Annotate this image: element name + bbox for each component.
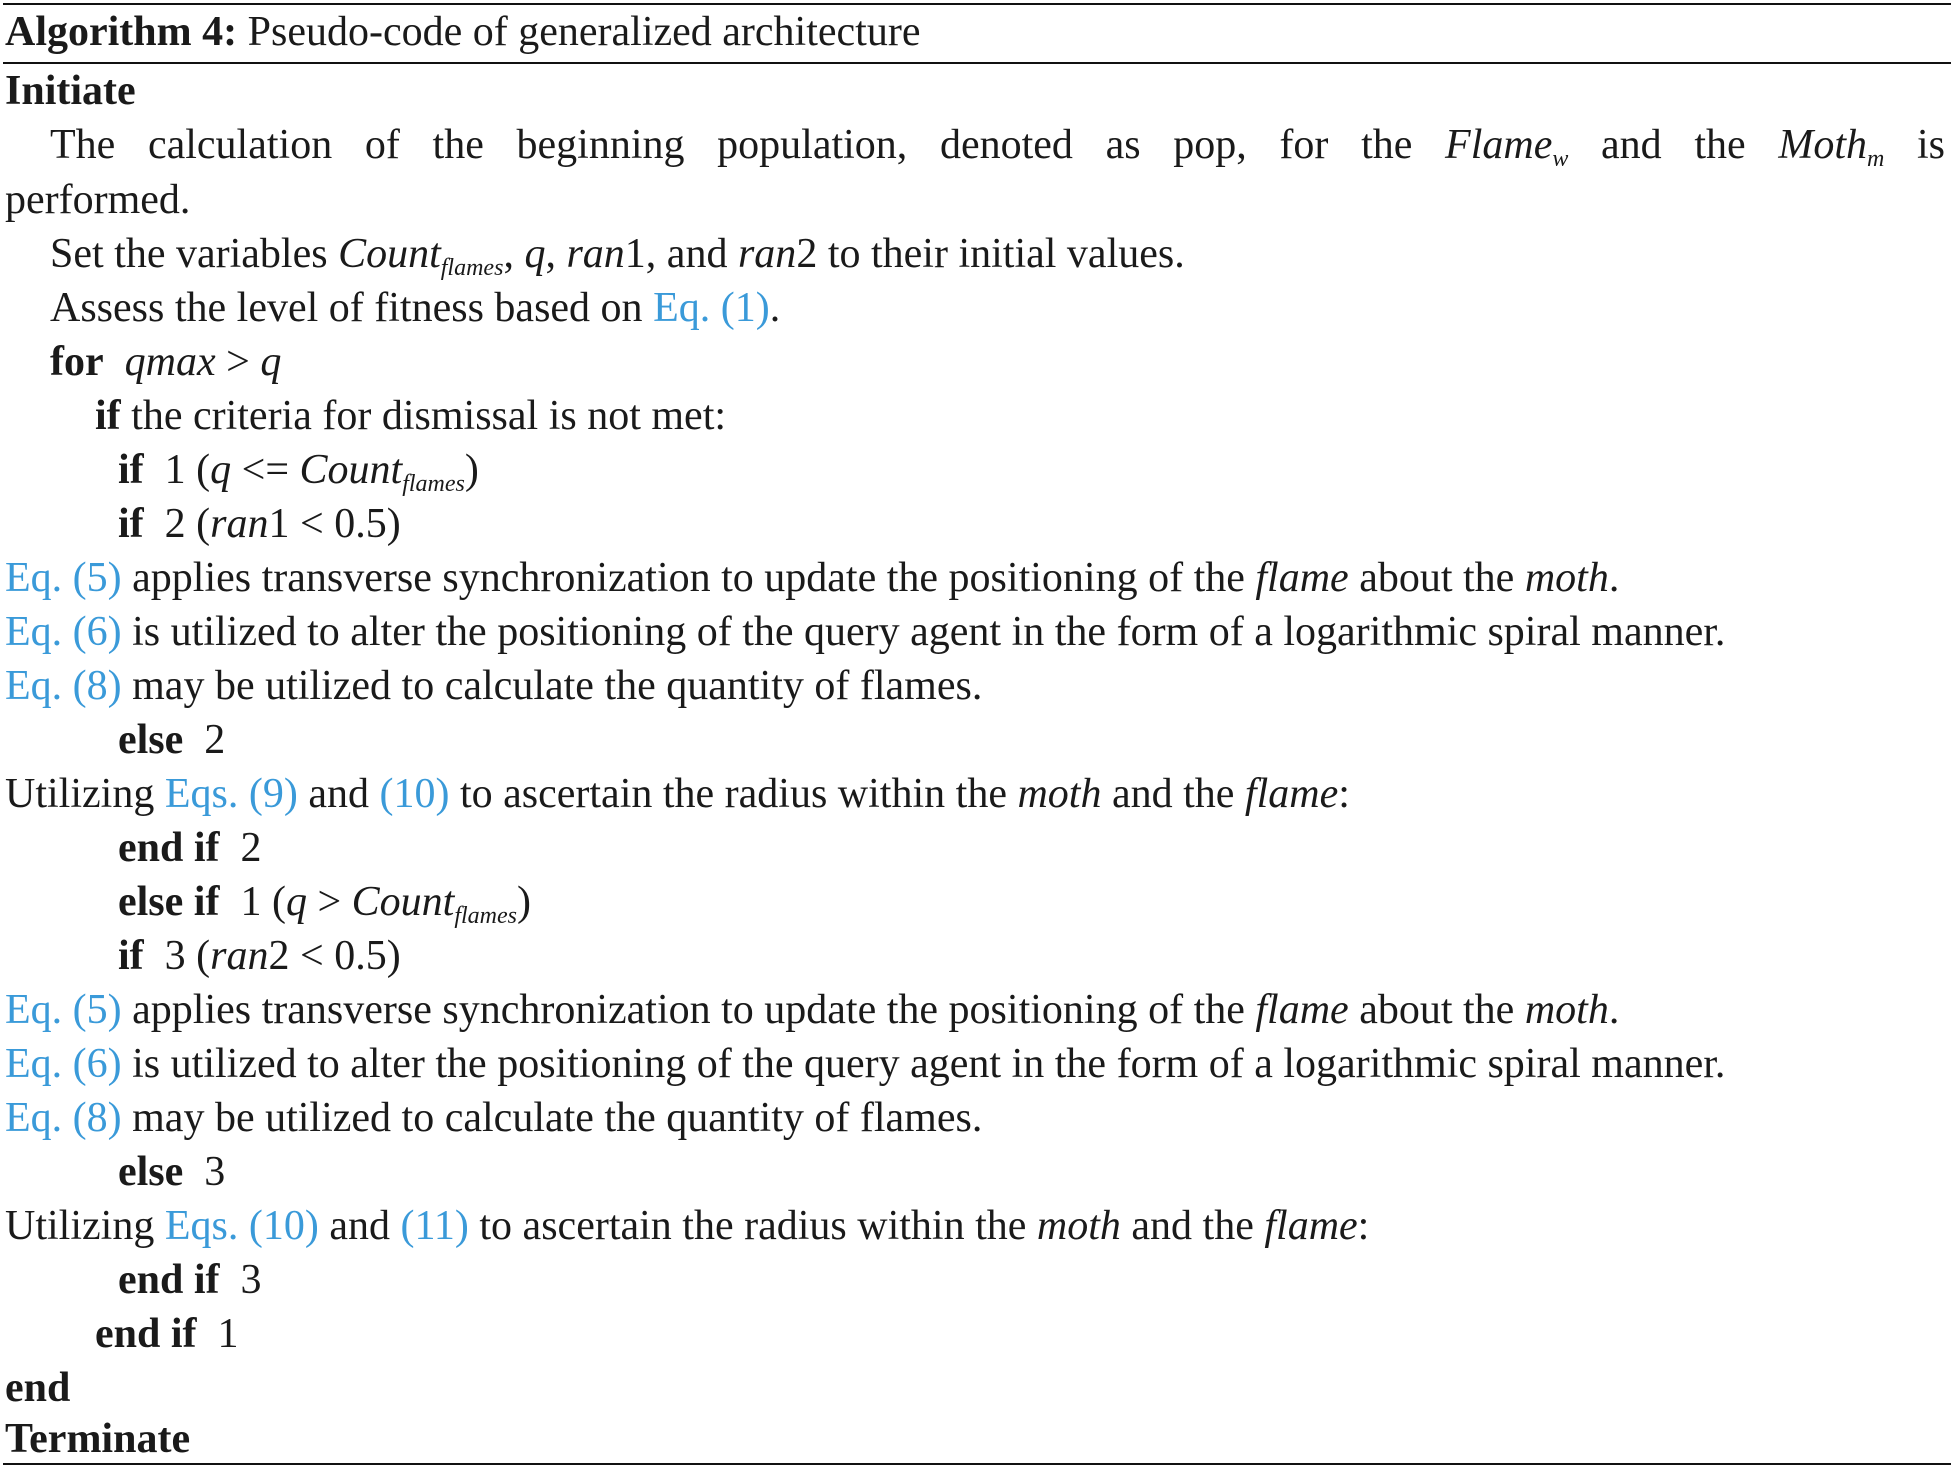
algorithm-caption — [5, 3, 920, 62]
eq1-link[interactable]: Eq. (1) — [653, 285, 770, 331]
line-if-3: if 3 (ran2 < 0.5) — [118, 933, 401, 979]
line-init-population: The calculation of the beginning population, denoted as pop, for the Flame$_w$ and the Moth$_m$ is — [50, 122, 1946, 172]
caption-rule — [3, 62, 1951, 64]
eq6-link[interactable]: Eq. (6) — [5, 609, 122, 655]
line-end-if-1: end if 1 — [95, 1311, 239, 1357]
line-utilizing-1: Utilizing Eqs. (9) and (10) to ascertain the radius within the moth and the flame: — [5, 771, 1350, 817]
line-init-population-cont: performed. — [5, 177, 191, 223]
line-if-2: if 2 (ran1 < 0.5) — [118, 501, 401, 547]
eq5-link[interactable]: Eq. (5) — [5, 555, 122, 601]
line-eq8-b: Eq. (8) may be utilized to calculate the quantity of flames. — [5, 1095, 983, 1141]
eq6-link[interactable]: Eq. (6) — [5, 1041, 122, 1087]
eq10-link[interactable]: (10) — [379, 771, 450, 817]
algorithm-title: Pseudo-code of generalized architecture — [247, 9, 921, 55]
line-assess-fitness: Assess the level of fitness based on Eq. (1). — [50, 285, 781, 331]
line-eq5-b: Eq. (5) applies transverse synchronization to update the positioning of the flame about the moth. — [5, 987, 1620, 1033]
line-for-loop: for qmax > q — [50, 339, 282, 385]
line-utilizing-2: Utilizing Eqs. (10) and (11) to ascertain the radius within the moth and the flame: — [5, 1203, 1370, 1249]
line-eq6-a: Eq. (6) is utilized to alter the positioning of the query agent in the form of a logarithmic spiral manner. — [5, 609, 1726, 655]
eq11-link[interactable]: (11) — [400, 1203, 469, 1249]
terminate-keyword: Terminate — [5, 1416, 191, 1462]
line-eq6-b: Eq. (6) is utilized to alter the positioning of the query agent in the form of a logarithmic spiral manner. — [5, 1041, 1726, 1087]
algorithm-label: Algorithm 4: — [5, 9, 238, 55]
line-end-if-2: end if 2 — [118, 825, 262, 871]
line-set-variables: Set the variables Count$_{flames}$, q, ran1, and ran2 to their initial values. — [50, 231, 1185, 281]
end-keyword: end — [5, 1365, 71, 1411]
line-if-criteria: if the criteria for dismissal is not met: — [95, 393, 727, 439]
eq5-link[interactable]: Eq. (5) — [5, 987, 122, 1033]
line-end-if-3: end if 3 — [118, 1257, 262, 1303]
eq8-link[interactable]: Eq. (8) — [5, 663, 122, 709]
eq10-link[interactable]: Eqs. (10) — [164, 1203, 319, 1249]
line-else-3: else 3 — [118, 1149, 226, 1195]
line-eq8-a: Eq. (8) may be utilized to calculate the quantity of flames. — [5, 663, 983, 709]
line-if-1: if 1 (q <= Count$_{flames}$) — [118, 447, 479, 497]
line-eq5-a: Eq. (5) applies transverse synchronization to update the positioning of the flame about the moth. — [5, 555, 1620, 601]
eq9-link[interactable]: Eqs. (9) — [164, 771, 298, 817]
line-else-2: else 2 — [118, 717, 226, 763]
initiate-keyword: Initiate — [5, 68, 136, 114]
eq8-link[interactable]: Eq. (8) — [5, 1095, 122, 1141]
line-else-if-1: else if 1 (q > Count$_{flames}$) — [118, 879, 531, 929]
bottom-rule — [3, 1463, 1951, 1465]
